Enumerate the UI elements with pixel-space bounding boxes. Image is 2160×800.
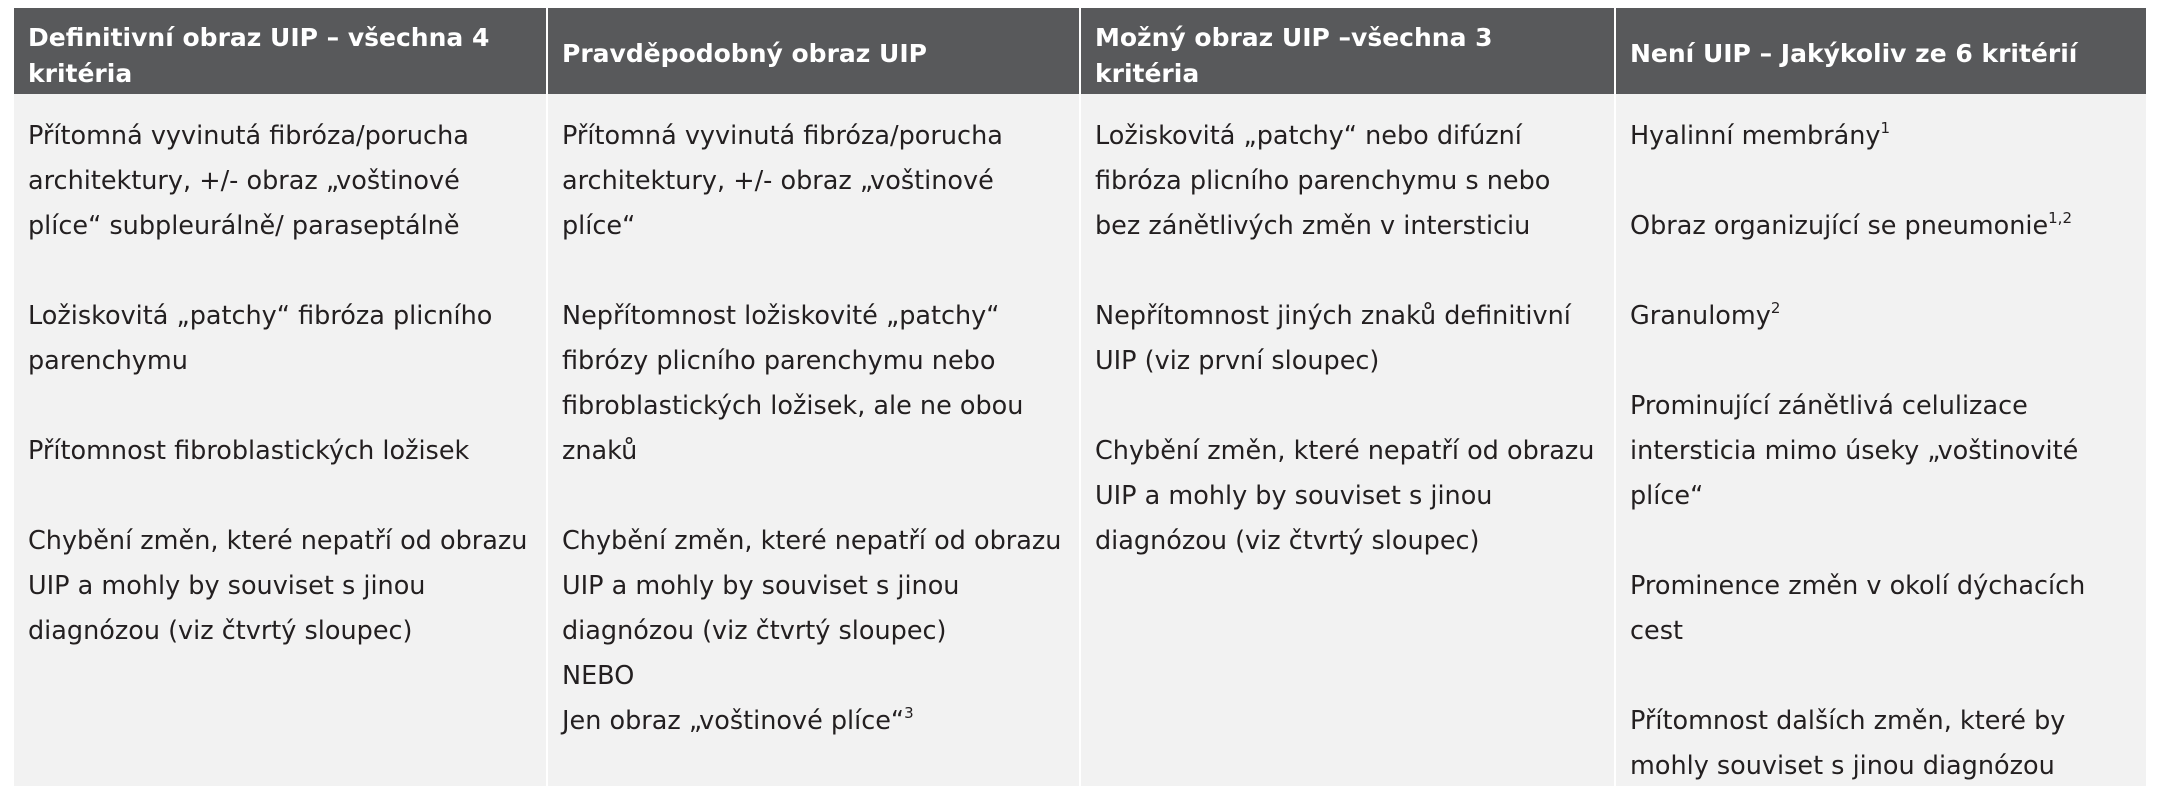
footnote-ref: 1,2 [2048, 209, 2072, 227]
criterion-item: Prominence změn v okolí dýchacích cest [1630, 571, 2086, 646]
uip-criteria-table-container [14, 8, 2146, 786]
criterion-item: Chybění změn, které nepatří od obrazu UIP a mohly by souviset s jinou diagnózou (viz čtvrtý sloupec) [28, 526, 528, 646]
footnote-ref: 3 [904, 704, 914, 722]
footnote-ref: 1 [1880, 119, 1891, 137]
criterion-item: Chybění změn, které nepatří od obrazu UIP a mohly by souviset s jinou diagnózou (viz čtvrtý sloupec) [1095, 436, 1595, 556]
criterion-item: Ložiskovitá „patchy“ nebo difúzní fibróza plicního parenchymu s nebo bez zánětlivých změn v intersticiu [1095, 121, 1551, 241]
cell-probable-uip [547, 94, 1080, 789]
criterion-item: Prominující zánětlivá celulizace intersticia mimo úseky „voštinovité plíce“ [1630, 391, 2079, 511]
uip-criteria-table [14, 8, 2146, 789]
header-definite-uip: Definitivní obraz UIP – všechna 4 kritéria [14, 8, 547, 94]
criterion-item [1630, 114, 2134, 159]
criterion-item: Přítomnost dalších změn, které by mohly souviset s jinou diagnózou [1630, 706, 2066, 781]
criterion-item: Přítomná vyvinutá fibróza/porucha architektury, +/- obraz „voštinové plíce“ subpleurálně/ paraseptálně [28, 121, 469, 241]
criterion-text: Hyalinní membrány [1630, 121, 1881, 151]
footnote-ref: 2 [1770, 299, 1781, 317]
criterion-item [1630, 294, 2134, 339]
criterion-item: Ložiskovitá „patchy“ fibróza plicního parenchymu [28, 301, 493, 376]
criterion-text [562, 699, 1067, 744]
header-possible-uip: Možný obraz UIP –všechna 3 kritéria [1080, 8, 1615, 94]
table-row [14, 94, 2146, 789]
criterion-text: Granulomy [1630, 301, 1771, 331]
criterion-item: Nepřítomnost jiných znaků definitivní UIP (viz první sloupec) [1095, 301, 1571, 376]
table-header-row [14, 8, 2146, 94]
criterion-item: Přítomná vyvinutá fibróza/porucha architektury, +/- obraz „voštinové plíce“ [562, 121, 1003, 241]
criterion-text: Obraz organizující se pneumonie [1630, 211, 2049, 241]
header-not-uip: Není UIP – Jakýkoliv ze 6 kritérií [1615, 8, 2146, 94]
criterion-item [1630, 204, 2134, 249]
header-probable-uip: Pravděpodobný obraz UIP [547, 8, 1080, 94]
criterion-item [562, 519, 1067, 744]
cell-definite-uip [14, 94, 547, 789]
cell-possible-uip [1080, 94, 1615, 789]
cell-not-uip [1615, 94, 2146, 789]
honeycomb-only-text: Jen obraz „voštinové plíce“ [562, 706, 905, 736]
criterion-item: Přítomnost fibroblastických ložisek [28, 436, 470, 466]
or-connector: NEBO [562, 661, 635, 691]
criterion-item: Nepřítomnost ložiskovité „patchy“ fibrózy plicního parenchymu nebo fibroblastických ložisek, ale ne obou znaků [562, 301, 1024, 466]
criterion-text: Chybění změn, které nepatří od obrazu UIP a mohly by souviset s jinou diagnózou (viz čtvrtý sloupec) [562, 526, 1062, 646]
